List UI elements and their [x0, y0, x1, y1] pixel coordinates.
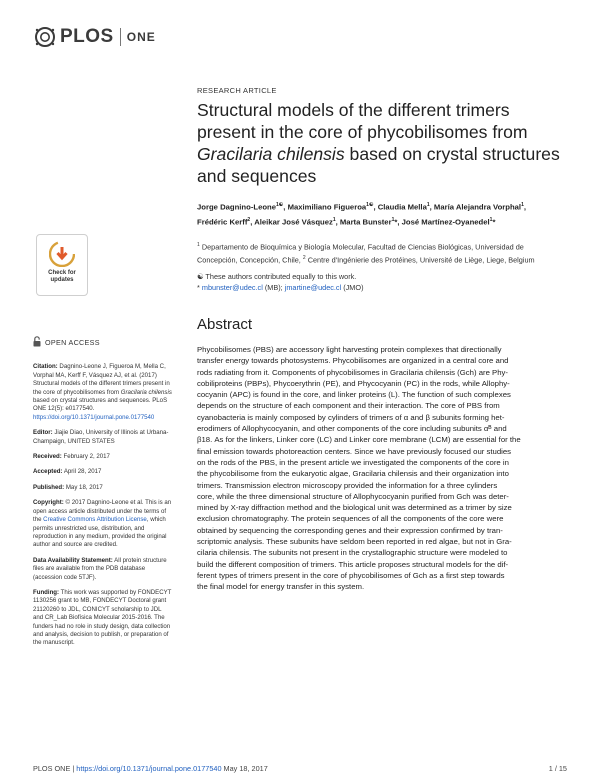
affiliations: $^1$ Departamento de Bioquímica y Biología Molecular, Facultad de Ciencias Biológicas, Universidad de Concepción, Concepción, Chile, $^2$ Centre d'Ingénierie des Protéines, Université de Liège, Liege, Belgium	[197, 242, 535, 265]
abstract-line: the phycobilisome from the eukaryotic algae, Gracilaria chilensis and their organization into	[197, 469, 509, 479]
open-access-row	[33, 336, 173, 350]
abstract-line: β18. As for the linkers, Linker core (LC) and Linker core membrane (LCM) are essential for the	[197, 435, 521, 445]
abstract-line: obtained by sequencing the corresponding genes and their expression confirmed by tran-	[197, 525, 503, 535]
author-name[interactable]: María Alejandra Vorphal	[433, 202, 522, 212]
abstract-line: core, while the three dimensional structure of Allophycocyanin purified from Gch was deter-	[197, 491, 509, 501]
abstract-line: cyanobacteria is mainly composed by cylinders of trimers of α and β subunits forming het-	[197, 412, 505, 422]
abstract-line: depends on the structure of each component and their interaction. The core of PBS from	[197, 401, 500, 411]
author-separator: ,	[373, 202, 378, 212]
plos-wordmark: PLOS	[60, 26, 114, 47]
author-list	[197, 199, 557, 229]
copyright: Copyright: © 2017 Dagnino-Leone et al. This is an open access article distributed under the terms of the Creative Commons Attribution License, which permits unrestricted use, distribution, and reproduction in any medium, provided the original author and source are credited.	[33, 499, 172, 549]
abstract-line: scriptomic analysis. These subunits have seldom been reported in red algae, but not in Gra-	[197, 537, 512, 547]
received-date: Received: February 2, 2017	[33, 453, 110, 461]
author-affiliation-marker: 1☯	[366, 202, 374, 208]
article-type: RESEARCH ARTICLE	[197, 86, 277, 95]
author-name[interactable]: Frédéric Kerff	[197, 217, 248, 227]
asterisk-icon: *	[197, 282, 200, 292]
check-updates-label: Check for updates	[48, 270, 76, 283]
author-name[interactable]: Jorge Dagnino-Leone	[197, 202, 277, 212]
author-name[interactable]: Claudia Mella	[377, 202, 427, 212]
logo-separator	[120, 28, 121, 46]
affiliation-2: Centre d'Ingénierie des Protéines, Université de Liège, Liege, Belgium	[307, 255, 535, 265]
abstract-line: Phycobilisomes (PBS) are accessory light harvesting protein complexes that directionally	[197, 345, 502, 354]
abstract-line: build the different composition of trimers. This article proposes structural models for the dif-	[197, 559, 509, 569]
page-footer	[33, 764, 567, 773]
author-separator: ,	[429, 202, 434, 212]
abstract-line: mined by X-ray diffraction method and the biological unit was determined as a trimer by size	[197, 503, 512, 513]
correspondence: * mbunster@udec.cl (MB); jmartine@udec.cl (JMO)	[197, 282, 364, 292]
author-name[interactable]: Maximiliano Figueroa	[287, 202, 367, 212]
article-title: Structural models of the different trimers present in the core of phycobilisomes from Gracilaria chilensis based on crystal structures and sequences	[197, 100, 560, 186]
citation-doi-link[interactable]: https://doi.org/10.1371/journal.pone.0177540	[33, 413, 155, 421]
abstract-line: the final model for energy transfer in this system.	[197, 582, 365, 592]
email-link-jmo[interactable]: jmartine@udec.cl	[284, 282, 342, 292]
check-for-updates-badge[interactable]	[36, 234, 88, 296]
author-separator: ,	[283, 202, 288, 212]
author-separator: *	[492, 217, 496, 227]
footer-citation: PLOS ONE | https://doi.org/10.1371/journal.pone.0177540 May 18, 2017	[33, 764, 268, 773]
author-affiliation-marker: 1	[489, 217, 493, 224]
abstract-line: on the rods of the PBS, in the present article we investigated the components of the core in	[197, 457, 509, 467]
plos-logo-icon	[34, 26, 56, 48]
page-number: 1 / 15	[548, 764, 567, 773]
abstract-line: transfer energy towards photosystems. Phycobilisomes are organized in a central core and	[197, 356, 509, 366]
author-name[interactable]: Aleikar José Vásquez	[254, 217, 333, 227]
author-name[interactable]: José Martínez-Oyanedel	[401, 217, 490, 227]
author-affiliation-marker: 1	[426, 202, 430, 208]
published-date: Published: May 18, 2017	[33, 483, 103, 491]
equal-contribution-note: ☯ These authors contributed equally to this work.	[197, 272, 357, 281]
footer-doi-link[interactable]: https://doi.org/10.1371/journal.pone.0177540	[76, 764, 222, 773]
open-access-lock-icon	[33, 336, 41, 350]
open-access-label: OPEN ACCESS	[45, 338, 100, 347]
author-separator: ,	[523, 202, 526, 212]
accepted-date: Accepted: April 28, 2017	[33, 468, 102, 476]
abstract-body	[197, 344, 571, 593]
citation: Citation: Dagnino-Leone J, Figueroa M, Mella C, Vorphal MA, Kerff F, Vásquez AJ, et al. (2017) Structural models of the different trimers present in the core of phycobilisomes from Gracilaria chilensis based on crystal structures and sequences. PLoS ONE 12(5): e0177540. https://doi.org/10.1371/journal.pone.0177540	[33, 363, 172, 421]
abstract-line: cobiliproteins (PBPs), Phycoerythrin (PE), and Phycocyanin (PC) in the rods, while Allophy-	[197, 378, 510, 388]
email-link-mb[interactable]: mbunster@udec.cl	[201, 282, 263, 292]
abstract-line: cilaria chilensis. The subunits not present in the crystallographic structure were modeled to	[197, 548, 508, 558]
journal-name: ONE	[126, 30, 156, 44]
license-link[interactable]: Creative Commons Attribution License	[43, 516, 147, 524]
author-affiliation-marker: 1☯	[276, 202, 284, 208]
author-separator: ,	[250, 217, 255, 227]
data-availability: Data Availability Statement: All protein structure files are available from the PDB database (accession code 5TJF).	[33, 556, 167, 581]
author-name[interactable]: Marta Bunster	[339, 217, 392, 227]
abstract-line: exclusion chromatography. The protein sequences of all the components of the core were	[197, 514, 504, 524]
plos-one-logo[interactable]	[34, 26, 156, 48]
abstract-line: cocyanin (APC) is found in the core, and linker proteins (L). The function of such complexes	[197, 390, 511, 400]
check-updates-icon	[49, 241, 75, 267]
abstract-line: erodimers of Allophycocyanin, and other components of the core including subunits αᴮ and	[197, 424, 507, 434]
abstract-line: trimers. Transmission electron microscopy provided the information for a three cylinders	[197, 480, 498, 490]
abstract-heading: Abstract	[197, 316, 253, 333]
author-separator: ,	[335, 217, 340, 227]
author-affiliation-marker: 1	[391, 217, 395, 224]
abstract-line: final emission towards photoreaction centers. Since we have previously focused our studies	[197, 446, 512, 456]
author-affiliation-marker: 1	[332, 217, 336, 224]
author-affiliation-marker: 2	[247, 217, 251, 224]
affiliation-1: Departamento de Bioquímica y Biología Molecular, Facultad de Ciencias Biológicas, Universidad de Concepción, Concepción, Chile,	[197, 242, 524, 265]
author-affiliation-marker: 1	[521, 202, 524, 208]
funding: Funding: This work was supported by FONDECYT 1130256 grant to MB, FONDECYT Doctoral grant 21120260 to JDL, CONICYT scholarship to JDL and CR_Lab Biofísica Molecular 2015-2016. The funders had no role in study design, data collection and analysis, decision to publish, or preparation of the manuscript.	[33, 588, 172, 647]
editor: Editor: Jiajie Diao, University of Illinois at Urbana-Champaign, UNITED STATES	[33, 429, 169, 445]
author-separator: *,	[394, 217, 402, 227]
author-notes	[197, 272, 562, 293]
article-metadata-column	[33, 336, 173, 655]
abstract-line: ferent types of trimers present in the core of phycobilisomes of Gch as a first step towards	[197, 570, 505, 580]
abstract-line: rods radiating from it. Components of phycobilisomes in Gracilaria chilensis (Gch) are Phy-	[197, 367, 508, 377]
